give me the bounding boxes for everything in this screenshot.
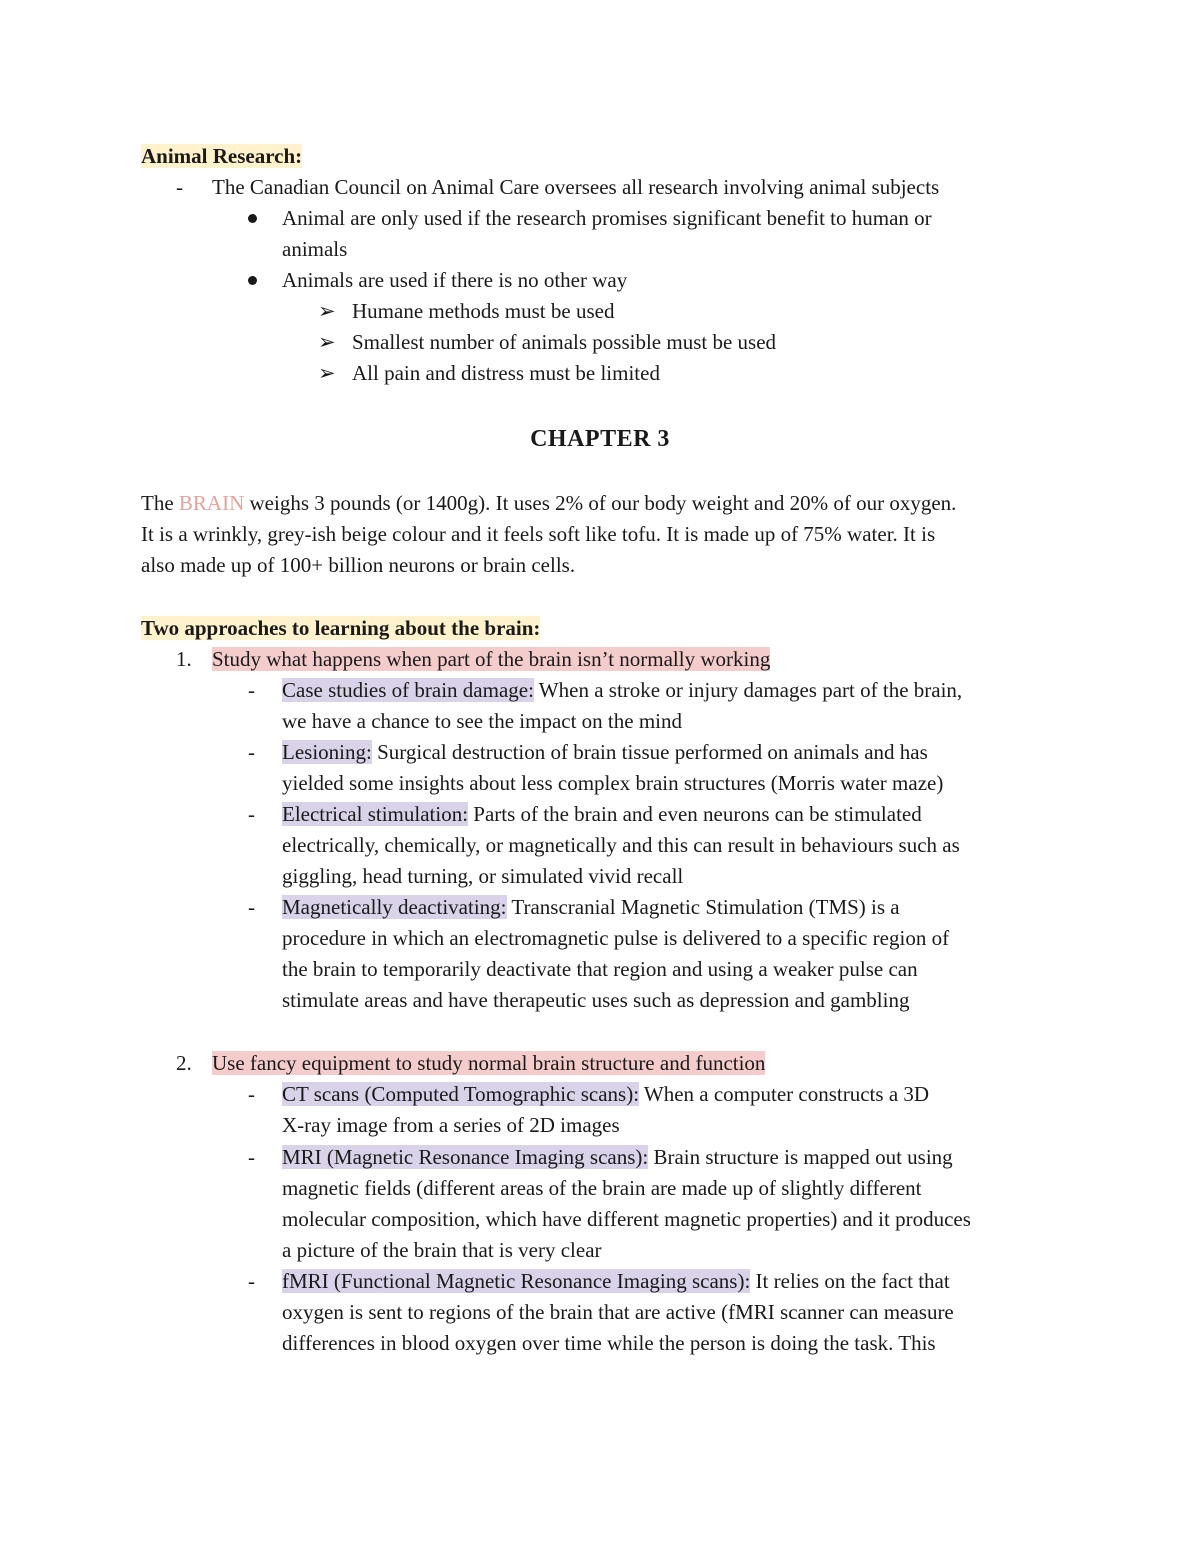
- dash-marker: -: [248, 740, 255, 764]
- council-line: The Canadian Council on Animal Care oversees all research involving animal subjects: [212, 175, 940, 199]
- lesioning-item: Lesioning: Surgical destruction of brain tissue performed on animals and has: [282, 740, 928, 764]
- list-number: 2.: [176, 1051, 192, 1075]
- arrow-bullet-icon: ➢: [318, 299, 336, 323]
- dash-marker: -: [248, 1082, 255, 1106]
- term-highlight: CT scans (Computed Tomographic scans):: [282, 1082, 640, 1106]
- bullet-text: Animals are used if there is no other way: [282, 268, 628, 292]
- arrow-item: Smallest number of animals possible must be used: [352, 330, 777, 354]
- electrical-stimulation-continued: electrically, chemically, or magnetically and this can result in behaviours such as: [282, 833, 960, 857]
- magnetic-deactivation-continued: the brain to temporarily deactivate that region and using a weaker pulse can: [282, 957, 918, 981]
- dash-marker: -: [248, 678, 255, 702]
- fmri-item: fMRI (Functional Magnetic Resonance Imaging scans): It relies on the fact that: [282, 1269, 950, 1293]
- dash-marker: -: [248, 802, 255, 826]
- arrow-item: All pain and distress must be limited: [352, 361, 660, 385]
- dash-marker: -: [248, 1269, 255, 1293]
- dash-marker: -: [176, 175, 183, 199]
- brain-paragraph-line3: also made up of 100+ billion neurons or brain cells.: [141, 553, 576, 577]
- mri-item: MRI (Magnetic Resonance Imaging scans): Brain structure is mapped out using: [282, 1145, 953, 1169]
- dash-marker: -: [248, 895, 255, 919]
- case-studies-continued: we have a chance to see the impact on the mind: [282, 709, 683, 733]
- arrow-bullet-icon: ➢: [318, 330, 336, 354]
- mri-continued: molecular composition, which have different magnetic properties) and it produces: [282, 1207, 971, 1231]
- lesioning-continued: yielded some insights about less complex brain structures (Morris water maze): [282, 771, 944, 795]
- term-highlight: Case studies of brain damage:: [282, 678, 534, 702]
- arrow-bullet-icon: ➢: [318, 361, 336, 385]
- brain-paragraph-line1: The BRAIN weighs 3 pounds (or 1400g). It uses 2% of our body weight and 20% of our oxygen.: [141, 491, 957, 515]
- list-number: 1.: [176, 647, 192, 671]
- ct-scans-continued: X-ray image from a series of 2D images: [282, 1113, 620, 1137]
- approaches-heading: Two approaches to learning about the brain:: [141, 616, 541, 640]
- bullet-text-continued: animals: [282, 237, 348, 261]
- term-highlight: Electrical stimulation:: [282, 802, 469, 826]
- bullet-dot-icon: [248, 265, 257, 296]
- chapter-heading: CHAPTER 3: [530, 426, 670, 452]
- magnetic-deactivation-continued: stimulate areas and have therapeutic uses such as depression and gambling: [282, 988, 910, 1012]
- magnetic-deactivation-item: Magnetically deactivating: Transcranial Magnetic Stimulation (TMS) is a: [282, 895, 900, 919]
- brain-paragraph-line2: It is a wrinkly, grey-ish beige colour and it feels soft like tofu. It is made up of 75% water. It is: [141, 522, 936, 546]
- mri-continued: a picture of the brain that is very clear: [282, 1238, 602, 1262]
- electrical-stimulation-continued: giggling, head turning, or simulated vivid recall: [282, 864, 684, 888]
- animal-research-heading: Animal Research:: [141, 144, 303, 168]
- fmri-continued: oxygen is sent to regions of the brain that are active (fMRI scanner can measure: [282, 1300, 954, 1324]
- approach-2-title: Use fancy equipment to study normal brain structure and function: [212, 1051, 766, 1075]
- ct-scans-item: CT scans (Computed Tomographic scans): When a computer constructs a 3D: [282, 1082, 930, 1106]
- fmri-continued: differences in blood oxygen over time while the person is doing the task. This: [282, 1331, 936, 1355]
- dash-marker: -: [248, 1145, 255, 1169]
- bullet-text: Animal are only used if the research promises significant benefit to human or: [282, 206, 932, 230]
- approach-1-title: Study what happens when part of the brain isn’t normally working: [212, 647, 771, 671]
- case-studies-item: Case studies of brain damage: When a stroke or injury damages part of the brain,: [282, 678, 963, 702]
- mri-continued: magnetic fields (different areas of the brain are made up of slightly different: [282, 1176, 922, 1200]
- term-highlight: fMRI (Functional Magnetic Resonance Imaging scans):: [282, 1269, 751, 1293]
- bullet-dot-icon: [248, 203, 257, 234]
- brain-keyword: BRAIN: [178, 491, 245, 515]
- electrical-stimulation-item: Electrical stimulation: Parts of the brain and even neurons can be stimulated: [282, 802, 922, 826]
- term-highlight: MRI (Magnetic Resonance Imaging scans):: [282, 1145, 649, 1169]
- arrow-item: Humane methods must be used: [352, 299, 615, 323]
- term-highlight: Magnetically deactivating:: [282, 895, 507, 919]
- term-highlight: Lesioning:: [282, 740, 372, 764]
- magnetic-deactivation-continued: procedure in which an electromagnetic pulse is delivered to a specific region of: [282, 926, 950, 950]
